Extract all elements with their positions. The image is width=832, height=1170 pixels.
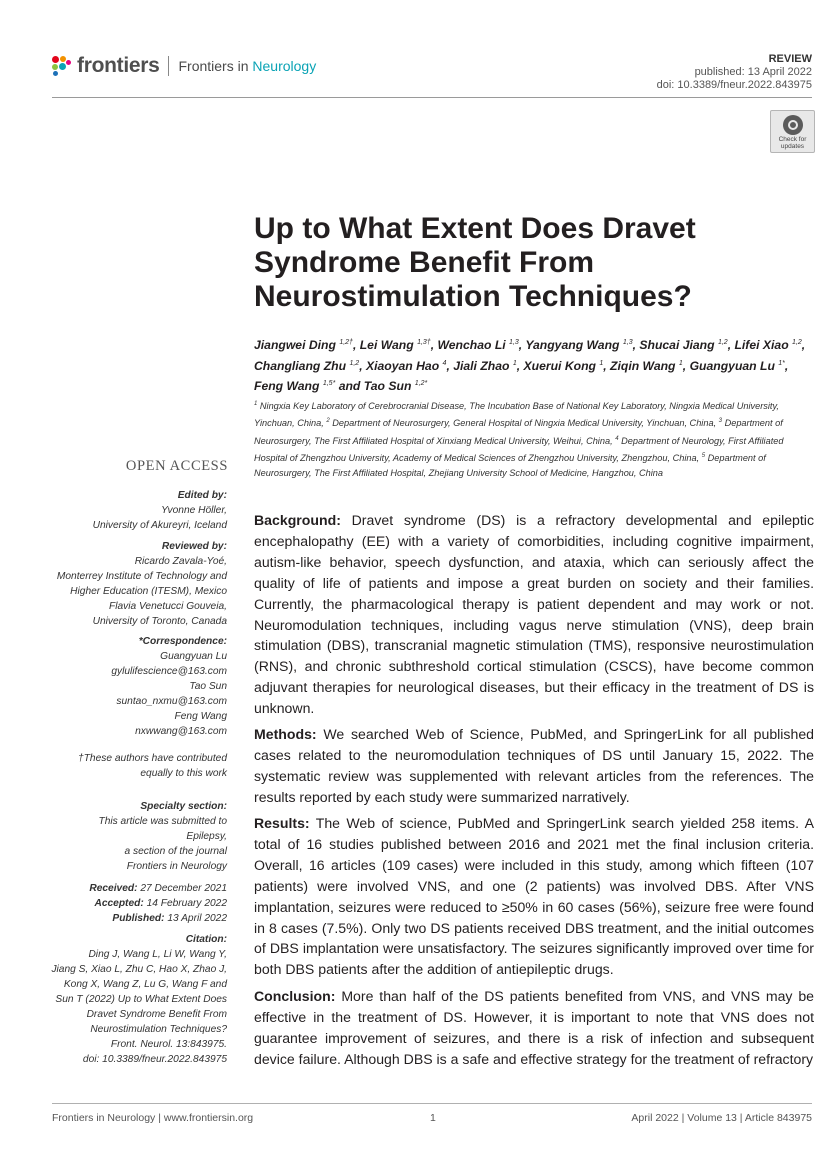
correspondence: *Correspondence: Guangyuan Lu gylulifescience@163.com Tao Sun suntao_nxmu@163.com Feng Wang nxwwang@163.com xyxy=(111,636,227,737)
specialty-section: Specialty section: This article was submitted to Epilepsy, a section of the journal Frontiers in Neurology xyxy=(98,801,227,872)
edited-by: Edited by: Yvonne Höller, University of Akureyri, Iceland xyxy=(92,490,227,531)
author-name[interactable]: Yangyang Wang $^{1,3}$ xyxy=(525,338,633,353)
journal-name: Frontiers in Neurology xyxy=(178,58,317,74)
affiliations xyxy=(254,397,814,481)
check-for-updates-badge[interactable]: Check for updates xyxy=(770,110,815,153)
author-name[interactable]: Xiaoyan Hao $^4$ xyxy=(365,358,447,373)
author-name[interactable]: Jiali Zhao $^1$ xyxy=(453,358,517,373)
open-access-label: OPEN ACCESS xyxy=(125,458,228,474)
author-name[interactable]: Changliang Zhu $^{1,2}$ xyxy=(254,358,360,373)
frontiers-logo-icon xyxy=(52,56,72,76)
citation-doi[interactable]: doi: 10.3389/fneur.2022.843975 xyxy=(82,1054,227,1065)
author-name[interactable]: Guangyuan Lu $^{1*}$ xyxy=(689,358,785,373)
author-name[interactable]: Ziqin Wang $^1$ xyxy=(610,358,683,373)
page-number: 1 xyxy=(430,1112,436,1124)
header-divider xyxy=(52,97,812,98)
affiliation-item: $^1$ Ningxia Key Laboratory of Cerebrocranial Disease, The Incubation Base of National Key Laboratory, Ningxia Medical University, Yinchuan, China, xyxy=(254,401,779,429)
author-name[interactable]: Wenchao Li $^{1,3}$ xyxy=(437,338,519,353)
abstract-methods: Methods: We searched Web of Science, PubMed, and SpringerLink for all published cases related to the neuromodulation techniques of DS until January 15, 2022. The systematic review was supplemented with relevant articles from the references. The results reported by each study were summarized narratively. xyxy=(254,726,814,805)
author-name[interactable]: Lei Wang $^{1,3\dagger}$ xyxy=(359,338,431,353)
article-doi[interactable]: doi: 10.3389/fneur.2022.843975 xyxy=(656,79,812,91)
reviewed-by: Reviewed by: Ricardo Zavala-Yoé, Monterrey Institute of Technology and Higher Education (ITESM), Mexico Flavia Venetucci Gouveia, University of Toronto, Canada xyxy=(56,541,227,627)
author-name[interactable]: Feng Wang $^{1,5*}$ xyxy=(254,379,336,394)
email-link[interactable]: suntao_nxmu@163.com xyxy=(116,696,227,707)
article-dates: Received: 27 December 2021 Accepted: 14 February 2022 Published: 13 April 2022 xyxy=(89,883,227,924)
abstract-results: Results: The Web of science, PubMed and SpringerLink search yielded 258 items. A total of 16 studies published between 2016 and 2021 met the final inclusion criteria. Overall, 16 articles (109 cases) were included in this study, among which fifteen (107 patients) were involved VNS, and one (2 patients) was involved DBS. After VNS implantation, seizures were reduced to ≥50% in 60 cases (56%), seizure free were found in 8 cases (7.5%). Only two DS patients received DBS treatment, and the initial outcomes of DBS implantation were unsatisfactory. The seizures significantly improved over time for both DBS patients after the addition of antiepileptic drugs. xyxy=(254,815,814,978)
affiliation-item: $^3$ Department of Neurosurgery, The First Affiliated Hospital of Xinxiang Medical University, Weihui, China, xyxy=(254,418,783,446)
abstract-background: Background: Dravet syndrome (DS) is a refractory developmental and epileptic encephalopathy (EE) with a variety of comorbidities, including cognitive impairment, autism-like behavior, speech dysfunction, and ataxia, which can seriously affect the quality of life of patients and impose a great burden on society and their families. Currently, the pharmacological therapy is patient dependent and may work or not. Neuromodulation techniques, including vagus nerve stimulation (VNS), deep brain stimulation (DBS), transcranial magnetic stimulation (TMS), responsive neurostimulation (RNS), and chronic subthreshold cortical stimulation (CSCS), have become common adjuvant therapies for neurological diseases, but their efficacy in the treatment of DS is unknown. xyxy=(254,512,814,717)
email-link[interactable]: nxwwang@163.com xyxy=(135,726,227,737)
citation: Citation: Ding J, Wang L, Li W, Wang Y, Jiang S, Xiao L, Zhu C, Hao X, Zhao J, Kong X, Wang Z, Lu G, Wang F and Sun T (2022) Up to What Extent Does Dravet Syndrome Benefit From Neurostimulation Techniques? Front. Neurol. 13:843975. doi: 10.3389/fneur.2022.843975 xyxy=(51,934,227,1065)
abstract-conclusion: Conclusion: More than half of the DS patients benefited from VNS, and VNS may be effective in the treatment of DS. However, it is important to note that VNS does not guarantee improvement of seizures, and there is a risk of infection and subsequent device failure. Although DBS is a safe and effective strategy for the treatment of refractory xyxy=(254,988,814,1067)
author-name[interactable]: Lifei Xiao $^{1,2}$ xyxy=(734,338,802,353)
footer-divider xyxy=(52,1103,812,1104)
author-list: Jiangwei Ding $^{1,2\dagger}$, Lei Wang $^{1,3\dagger}$, Wenchao Li $^{1,3}$, Yangyang Wang $^{1,3}$, Shucai Jiang $^{1,2}$, Lifei Xiao $^{1,2}$, Changliang Zhu $^{1,2}$, Xiaoyan Hao $^4$, Jiali Zhao $^1$, Xuerui Kong $^1$, Ziqin Wang $^1$, Guangyuan Lu $^{1*}$, Feng Wang $^{1,5*}$ and Tao Sun $^{1,2*}$ xyxy=(254,338,806,394)
crossmark-icon xyxy=(783,115,803,135)
article-meta xyxy=(657,53,812,92)
logo-wordmark: frontiers xyxy=(77,54,160,77)
logo-divider xyxy=(168,56,169,76)
author-name[interactable]: Shucai Jiang $^{1,2}$ xyxy=(639,338,728,353)
affiliation-item: $^2$ Department of Neurosurgery, General Hospital of Ningxia Medical University, Yinchuan, China, xyxy=(326,418,719,429)
footer-volume-info: April 2022 | Volume 13 | Article 843975 xyxy=(631,1112,812,1124)
article-type: REVIEW xyxy=(768,53,812,65)
equal-contribution-note: †These authors have contributed equally to this work xyxy=(78,753,227,779)
affiliation-item: $^5$ Department of Neurosurgery, The First Affiliated Hospital, Zhejiang University School of Medicine, Hangzhou, China xyxy=(254,452,766,479)
footer-journal-link[interactable]: Frontiers in Neurology | www.frontiersin.org xyxy=(52,1112,254,1124)
published-date: published: 13 April 2022 xyxy=(694,66,812,78)
author-name[interactable]: Jiangwei Ding $^{1,2\dagger}$ xyxy=(254,338,353,353)
author-name[interactable]: Tao Sun $^{1,2*}$ xyxy=(363,379,428,394)
article-title: Up to What Extent Does Dravet Syndrome Benefit From Neurostimulation Techniques? xyxy=(254,212,696,313)
author-name[interactable]: Xuerui Kong $^1$ xyxy=(523,358,604,373)
frontiers-logo xyxy=(52,53,316,79)
affiliation-item: $^4$ Department of Neurology, First Affiliated Hospital of Zhengzhou University, Academy of Medical Sciences of Zhengzhou University, Zhengzhou, China, xyxy=(254,435,784,463)
email-link[interactable]: gylulifescience@163.com xyxy=(111,666,227,677)
